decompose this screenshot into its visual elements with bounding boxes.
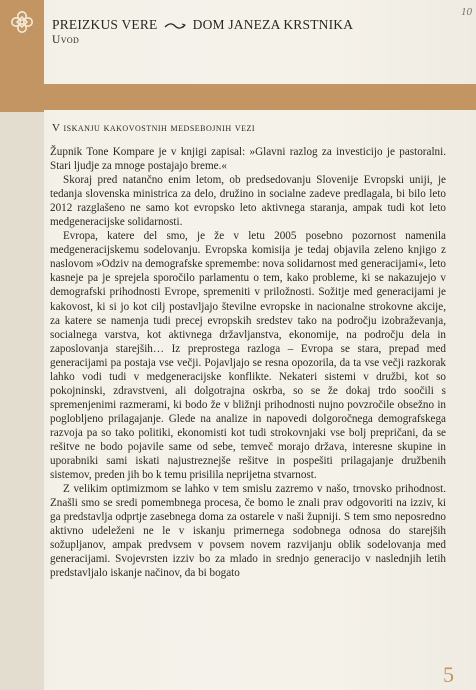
paragraph: Skoraj pred natančno enim letom, ob predsedovanju Slovenije Evropski uniji, je tedanja slovenska ministrica za delo, družino in socialne zadeve predlagala, bi bilo leto 2012 razglašeno ne samo kot evropsko leto aktivnega staranja, ampak tudi kot leto medgeneracijske solidarnosti. (50, 174, 446, 229)
page-number: 5 (443, 662, 454, 687)
header-color-strip (44, 84, 476, 110)
paragraph: Evropa, katere del smo, je že v letu 2005 posebno pozornost namenila medgeneracijskemu sodelovanju. Evropska komisija je tedaj objavila zeleno knjigo z naslovom »Odziv na demografske spremembe: nova solidarnost med generacijami«, leto kasneje pa je sprejela sporočilo parlamentu o tem, kako probleme, ki se nakazujejo v demografski prihodnosti Evrope, spremeniti v priložnosti. Sožitje med generacijami je kakovost, ki si jo kot cilj postavljajo številne evropske in nacionalne strokovne akcije, za katere se namenja tudi precej evropskih sredstev tako na področju izobraževanja, socialnega varstva, kot aktivnega državljanstva, ekonomije, na področju dela in zaposlovanja starejših… Iz preprostega razloga – Evropa se stara, prepad med generacijami pa postaja vse večji. Pojavljajo se resna opozorila, da ta vse večji razkorak lahko vodi tudi v medgeneracijske konflikte. Nekateri sistemi v družbi, kot so pokojninski, zdravstveni, ali dolgotrajna oskrba, so se že dokaj trdo soočili s spremenjenimi razmerami, ki bodo že v bližnji prihodnosti nujno povzročile obsežno in poglobljeno prilagajanje. Glede na analize in napovedi dolgoročnega demografskega razvoja pa so tako politiki, ekonomisti kot tudi strokovnjaki vse bolj prepričani, da se rešitve ne bodo pojavile same od sebe, temveč morajo država, interesne skupine in uporabniki sami iskati najustreznejše rešitve in pospešiti prilagajanje družbenih sistemov, preden jih bo k temu prisilila neprijetna stvarnost. (50, 230, 446, 482)
running-header-subtitle: Uvod (52, 34, 80, 46)
wave-dash-icon (164, 22, 186, 30)
handwritten-corner-mark: 10 (461, 6, 472, 18)
running-header-title (52, 17, 353, 33)
section-heading: V iskanju kakovostnih medsebojnih vezi (52, 122, 256, 134)
running-header-right: DOM JANEZA KRSTNIKA (192, 17, 354, 32)
paragraph: Z velikim optimizmom se lahko v tem smislu zazremo v našo, trnovsko prihodnost. Znašli smo se sredi pomembnega procesa, če bomo le znali prav odgovoriti na izziv, ki ga predstavlja odprtje zasebnega doma za ostarele v naši župniji. S tem smo neposredno aktivno udeleženi ne le v iskanju primernega sodobnega odnosa do starejših sožupljanov, ampak predvsem v povsem novem razvijanju oblik sodelovanja med generacijami. Svojevrsten izziv bo za mlado in srednjo generacijo v naslednjih letih predstavljalo iskanje načinov, da bi bogato (50, 483, 446, 580)
body-text (50, 145, 446, 580)
knot-ornament-icon (9, 9, 35, 35)
paragraph: Župnik Tone Kompare je v knjigi zapisal: »Glavni razlog za investicijo je pastoralni. Stari ljudje za mnoge postajajo breme.« (50, 146, 446, 173)
running-header-left: PREIZKUS VERE (52, 17, 158, 32)
